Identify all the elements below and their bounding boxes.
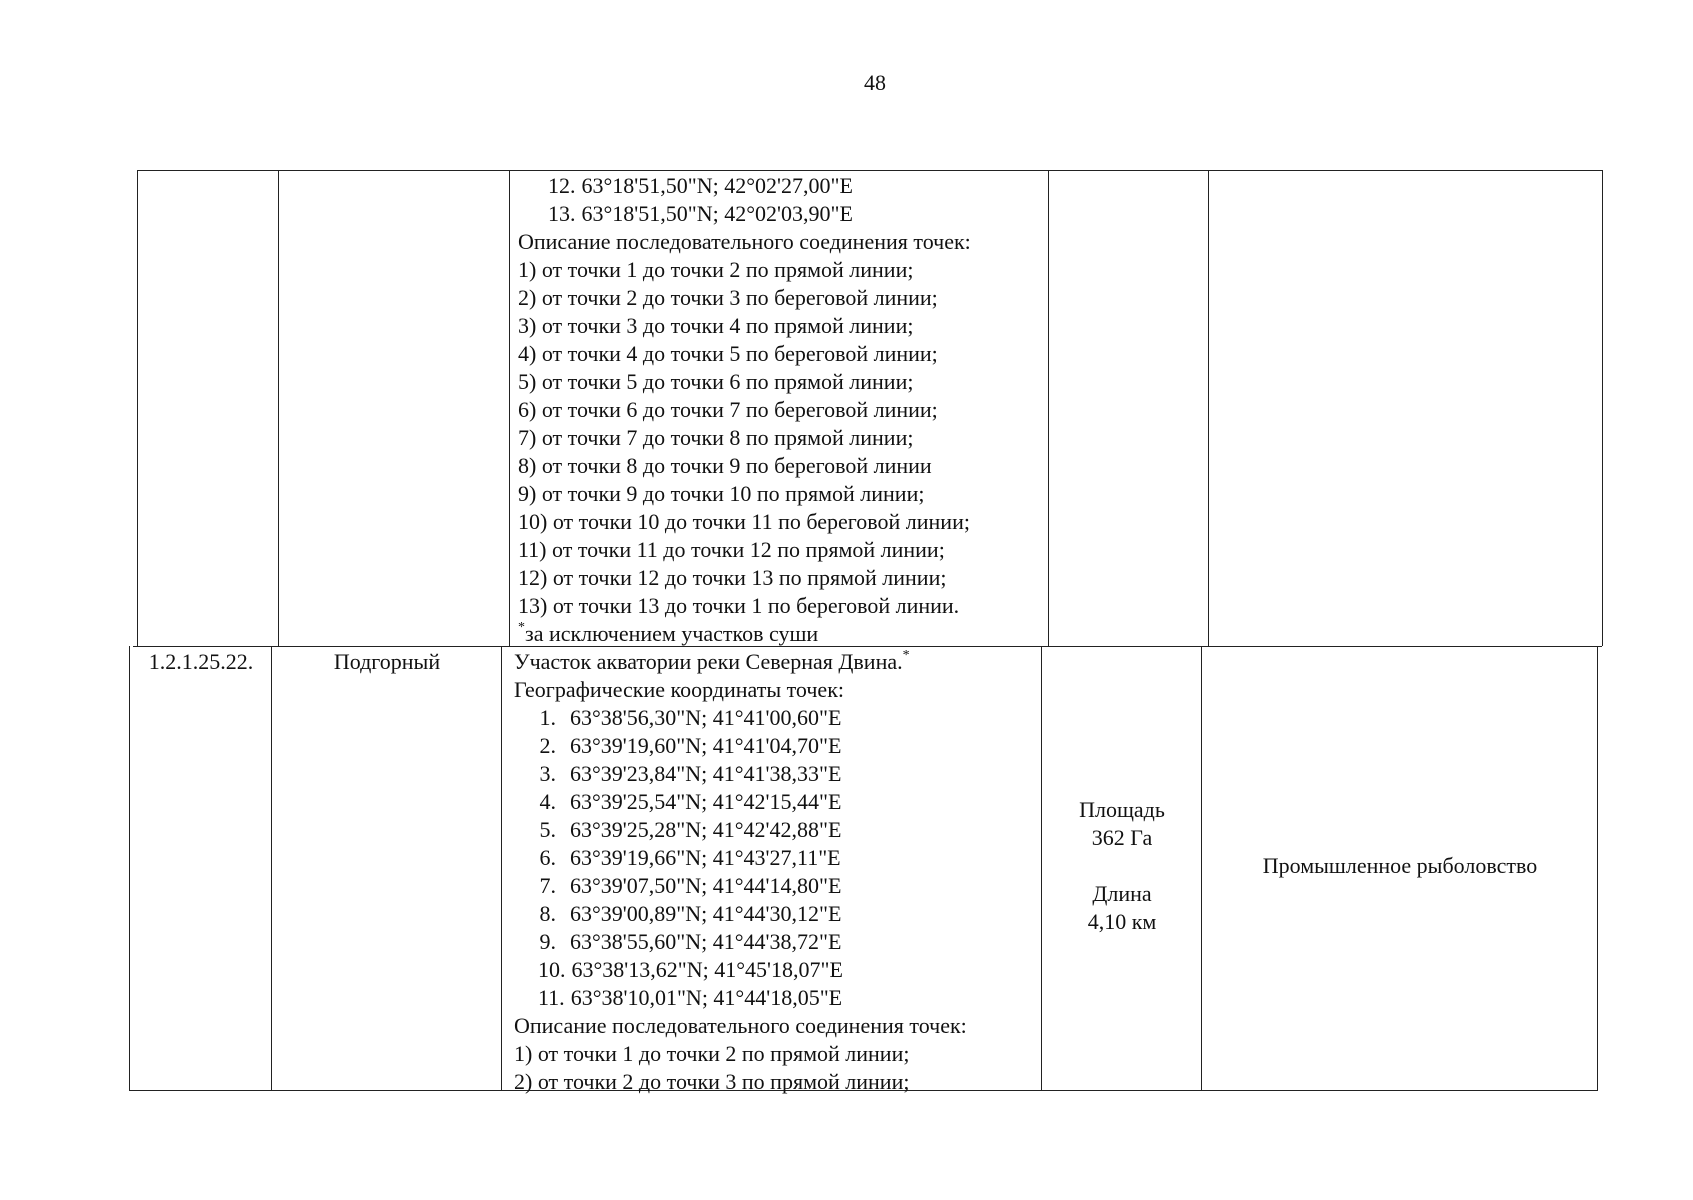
point-number: 2. (539, 733, 556, 758)
col-border-5-top (1208, 170, 1209, 646)
col-border-6-top (1602, 170, 1603, 646)
point-number: 5. (539, 817, 556, 842)
length-value: 4,10 км (1087, 909, 1157, 934)
point-number: 12. (548, 173, 576, 198)
connection-line: 13) от точки 13 до точки 1 по береговой линии. (518, 593, 960, 618)
coordinate-point (514, 984, 1041, 1012)
connection-line: 9) от точки 9 до точки 10 по прямой линии; (518, 481, 925, 506)
point-coordinate: 63°38'13,62"N; 41°45'18,07"E (571, 957, 843, 982)
point-coordinate: 63°39'07,50"N; 41°44'14,80"E (570, 873, 842, 898)
footnote-text: за исключением участков суши (525, 621, 819, 646)
coordinate-point (518, 172, 1048, 200)
connection-line: 1) от точки 1 до точки 2 по прямой линии; (518, 257, 914, 282)
point-coordinate: 63°39'19,60"N; 41°41'04,70"E (570, 733, 842, 758)
coordinate-point (514, 900, 1041, 928)
row2-name-cell (273, 648, 501, 676)
connection-line: 1) от точки 1 до точки 2 по прямой линии; (514, 1041, 910, 1066)
point-number: 4. (539, 789, 556, 814)
row2-size-cell (1043, 796, 1201, 936)
length-label: Длина (1092, 881, 1152, 906)
row2-description-cell (514, 648, 1041, 1096)
point-number: 7. (539, 873, 556, 898)
point-coordinate: 63°18'51,50"N; 42°02'03,90"E (581, 201, 853, 226)
col-border-3-bottom (501, 646, 502, 1090)
spacer (1043, 852, 1201, 880)
coordinate-point (514, 928, 1041, 956)
point-number: 11. (538, 985, 565, 1010)
point-number: 3. (539, 761, 556, 786)
connection-heading: Описание последовательного соединения точек: (514, 1013, 967, 1038)
area-value: 362 Га (1091, 825, 1153, 850)
point-coordinate: 63°38'55,60"N; 41°44'38,72"E (570, 929, 842, 954)
point-coordinate: 63°38'56,30"N; 41°41'00,60"E (570, 705, 842, 730)
connection-line: 11) от точки 11 до точки 12 по прямой линии; (518, 537, 945, 562)
point-number: 10. (538, 957, 566, 982)
point-coordinate: 63°38'10,01"N; 41°44'18,05"E (570, 985, 843, 1010)
point-number: 9. (539, 929, 556, 954)
coordinate-point (514, 956, 1041, 984)
connection-line: 5) от точки 5 до точки 6 по прямой линии; (518, 369, 914, 394)
point-coordinate: 63°39'23,84"N; 41°41'38,33"E (570, 761, 842, 786)
col-border-6-bottom (1597, 646, 1598, 1090)
footnote-mark: * (518, 619, 525, 635)
area-label: Площадь (1079, 797, 1165, 822)
coordinate-point (514, 788, 1041, 816)
point-number: 1. (539, 705, 556, 730)
connection-line: 2) от точки 2 до точки 3 по береговой линии; (518, 285, 938, 310)
col-border-2-bottom (271, 646, 272, 1090)
table-top-border (137, 170, 1603, 171)
point-coordinate: 63°39'25,28"N; 41°42'42,88"E (570, 817, 842, 842)
col-border-4-bottom (1041, 646, 1042, 1090)
connection-line: 3) от точки 3 до точки 4 по прямой линии; (518, 313, 914, 338)
record-id: 1.2.1.25.22. (148, 649, 254, 674)
row1-description-cell (518, 172, 1048, 648)
col-border-5-bottom (1201, 646, 1202, 1090)
row2-usage-cell (1203, 852, 1597, 880)
coordinate-point (514, 760, 1041, 788)
point-coordinate: 63°18'51,50"N; 42°02'27,00"E (581, 173, 853, 198)
page-number: 48 (864, 70, 886, 95)
point-coordinate: 63°39'00,89"N; 41°44'30,12"E (570, 901, 842, 926)
connection-line: 10) от точки 10 до точки 11 по береговой линии; (518, 509, 970, 534)
usage-type: Промышленное рыболовство (1262, 853, 1538, 878)
connection-heading: Описание последовательного соединения точек: (518, 229, 971, 254)
coordinate-point (518, 200, 1048, 228)
coordinate-point (514, 816, 1041, 844)
record-name: Подгорный (333, 649, 441, 674)
col-border-1-bottom (129, 646, 130, 1090)
connection-line: 12) от точки 12 до точки 13 по прямой линии; (518, 565, 947, 590)
point-number: 8. (539, 901, 556, 926)
point-coordinate: 63°39'25,54"N; 41°42'15,44"E (570, 789, 842, 814)
point-number: 6. (539, 845, 556, 870)
col-border-4-top (1048, 170, 1049, 646)
point-number: 13. (548, 201, 576, 226)
col-border-3-top (509, 170, 510, 646)
connection-line: 6) от точки 6 до точки 7 по береговой линии; (518, 397, 938, 422)
connection-line: 7) от точки 7 до точки 8 по прямой линии; (518, 425, 914, 450)
connection-line: 8) от точки 8 до точки 9 по береговой линии (518, 453, 932, 478)
coords-heading: Географические координаты точек: (514, 677, 844, 702)
coordinate-point (514, 704, 1041, 732)
title-footnote-mark: * (902, 647, 910, 663)
area-title: Участок акватории реки Северная Двина.* (514, 647, 910, 674)
coordinate-point (514, 844, 1041, 872)
point-coordinate: 63°39'19,66"N; 41°43'27,11"E (570, 845, 841, 870)
col-border-1-top (137, 170, 138, 646)
footnote (518, 620, 1048, 648)
connection-line: 2) от точки 2 до точки 3 по прямой линии; (514, 1069, 910, 1094)
coordinate-point (514, 872, 1041, 900)
coordinate-point (514, 732, 1041, 760)
row2-id-cell (131, 648, 271, 676)
col-border-2-top (278, 170, 279, 646)
connection-line: 4) от точки 4 до точки 5 по береговой линии; (518, 341, 938, 366)
